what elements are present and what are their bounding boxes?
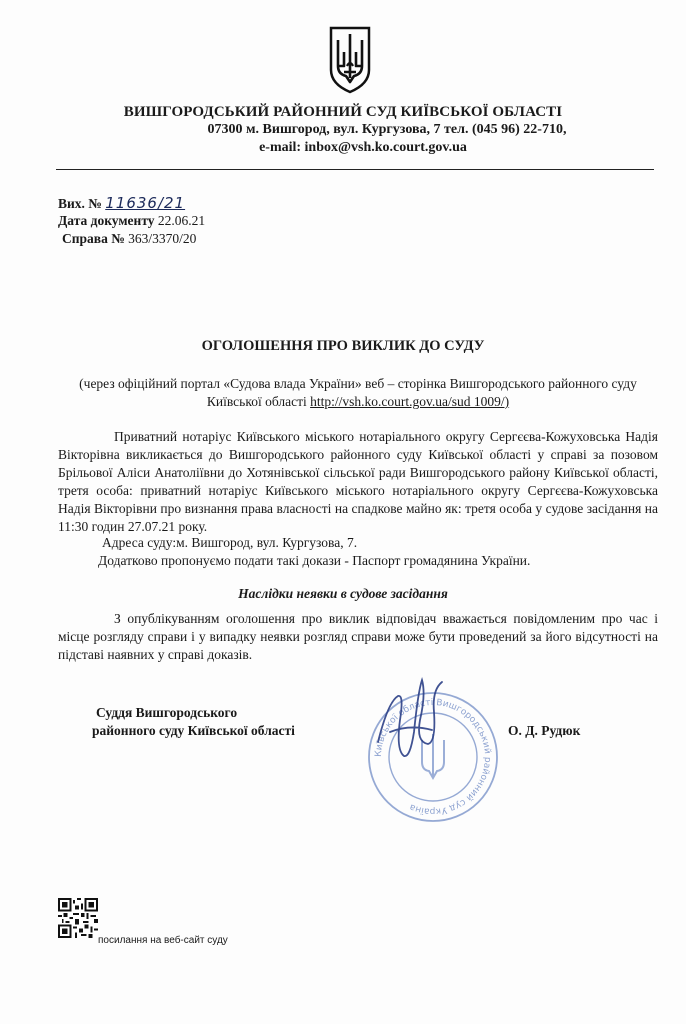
trident-emblem-icon <box>328 26 372 94</box>
case-number <box>62 230 196 248</box>
case-value: 363/3370/20 <box>128 231 197 246</box>
judge-position-line-2: районного суду Київської області <box>92 723 295 738</box>
outgoing-number-value: 11636/21 <box>105 194 186 212</box>
notice-subtitle <box>60 375 656 411</box>
date-value: 22.06.21 <box>157 213 206 228</box>
outgoing-number <box>58 194 185 213</box>
court-website-link[interactable]: http://vsh.ko.court.gov.ua/sud 1009/) <box>310 394 510 409</box>
court-email: e-mail: inbox@vsh.ko.court.gov.ua <box>259 140 467 155</box>
case-label: Справа № <box>62 231 125 246</box>
consequences-heading: Наслідки неявки в судове засідання <box>238 586 448 601</box>
handwritten-signature-icon <box>370 672 450 768</box>
qr-caption: посилання на веб-сайт суду <box>98 935 228 946</box>
date-label: Дата документу <box>58 213 155 228</box>
qr-code-icon[interactable] <box>58 898 98 938</box>
subtitle-line-2 <box>60 393 656 411</box>
court-address-line: Адреса суду:м. Вишгород, вул. Кургузова, 7. <box>102 535 358 550</box>
court-address: 07300 м. Вишгород, вул. Кургузова, 7 тел. (045 96) 22-710, <box>207 122 567 137</box>
notice-title: ОГОЛОШЕННЯ ПРО ВИКЛИК ДО СУДУ <box>201 338 485 354</box>
consequences-paragraph: З опублікуванням оголошення про виклик відповідач вважається повідомленим про час і місце розгляду справи і у випадку неявки розгляд справи може бути проведений за його відсутності на підставі наявних у справі доказів. <box>58 611 658 662</box>
stamp-text: Київської області Вишгородський районний суд Україна <box>373 697 493 817</box>
document-date <box>58 212 205 230</box>
subtitle-line-1: (через офіційний портал «Судова влада України» веб – сторінка Вишгородського районного суду <box>79 376 637 391</box>
court-name: ВИШГОРОДСЬКИЙ РАЙОННИЙ СУД КИЇВСЬКОЇ ОБЛАСТІ <box>123 104 563 120</box>
evidence-line: Додатково пропонуємо подати такі докази - Паспорт громадянина України. <box>98 553 531 568</box>
outgoing-label: Вих. № <box>58 196 102 211</box>
summons-paragraph: Приватний нотаріус Київського міського нотаріального округу Сергєєва-Кожуховська Надія Вікторівна викликається до Вишгородського районного суду Київської області у справі за позовом Брільової Аліси Анатоліївни до Хотянівської сільської ради Вишгородського району Київської області, третя особа: приватний нотаріус Київського міського нотаріального округу Сергєєва-Кожуховська Надія Вікторівни про визнання права власності на спадкове майно як: третя особа у судове засідання на 11:30 годин 27.07.21 року. <box>58 429 658 534</box>
header-divider <box>56 169 654 170</box>
judge-position-line-1: Суддя Вишгородського <box>96 705 238 720</box>
subtitle-line-2-text: Київської області <box>206 394 311 409</box>
judge-name: О. Д. Рудюк <box>508 723 581 738</box>
